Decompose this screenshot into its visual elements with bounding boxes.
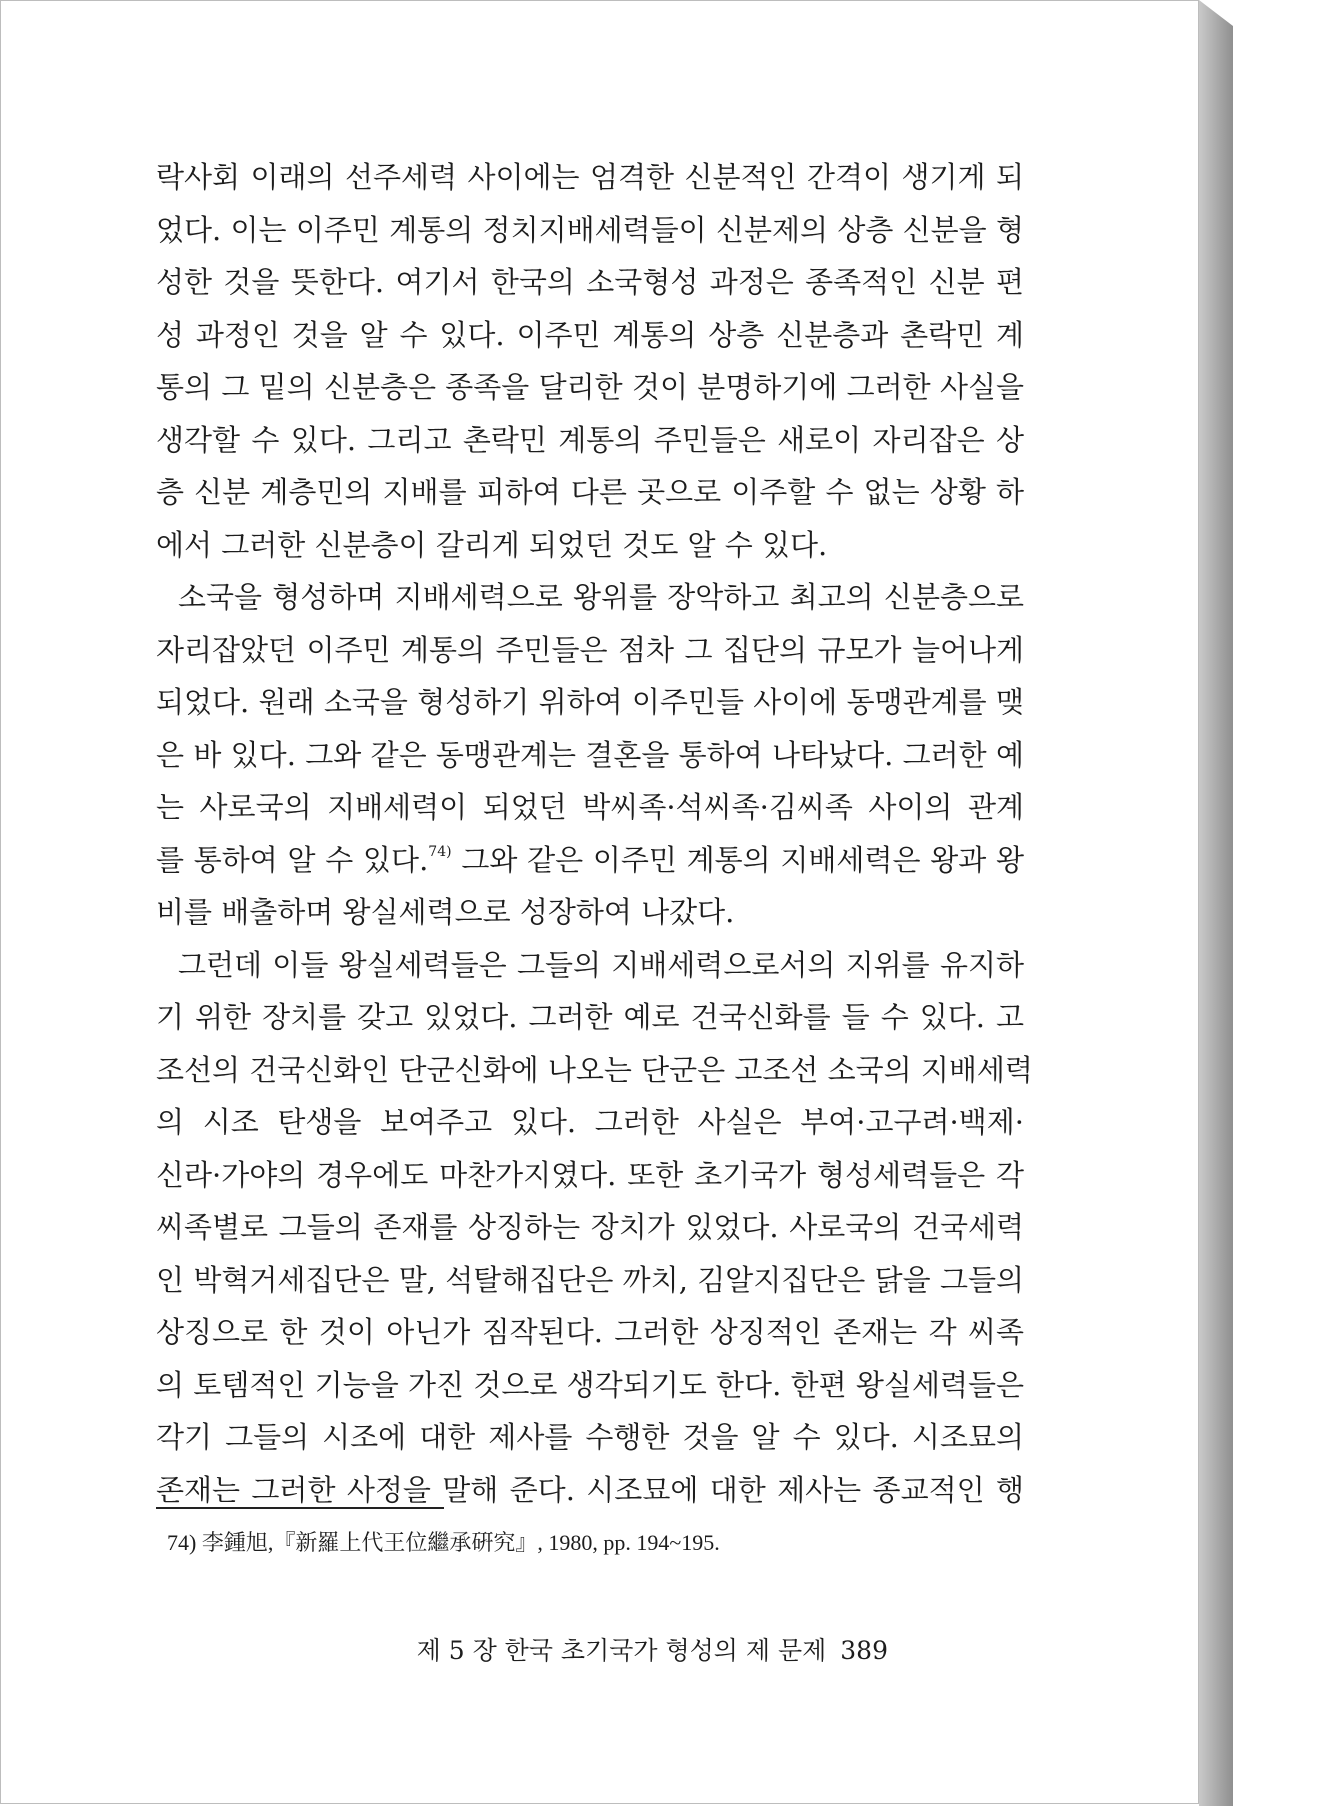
- text-line: 비를 배출하며 왕실세력으로 성장하여 나갔다.: [156, 895, 735, 929]
- chapter-title: 제 5 장 한국 초기국가 형성의 제 문제: [416, 1636, 827, 1665]
- text-line: 층 신분 계층민의 지배를 피하여 다른 곳으로 이주할 수 없는 상황 하: [156, 475, 1024, 509]
- text-line: 성 과정인 것을 알 수 있다. 이주민 계통의 상층 신분층과 촌락민 계: [156, 317, 1024, 352]
- text-line: 신라·가야의 경우에도 마찬가지였다. 또한 초기국가 형성세력들은 각: [156, 1157, 1024, 1192]
- text-line-with-footnote: [156, 834, 1024, 887]
- text-line: 에서 그러한 신분층이 갈리게 되었던 것도 알 수 있다.: [156, 527, 828, 562]
- text-line: 각기 그들의 시조에 대한 제사를 수행한 것을 알 수 있다. 시조묘의: [156, 1420, 1024, 1454]
- text-line: 는 사로국의 지배세력이 되었던 박씨족·석씨족·김씨족 사이의 관계: [156, 790, 1024, 824]
- text-line: 되었다. 원래 소국을 형성하기 위하여 이주민들 사이에 동맹관계를 맺: [156, 685, 1024, 719]
- text-line: 조선의 건국신화인 단군신화에 나오는 단군은 고조선 소국의 지배세력: [156, 1052, 1033, 1087]
- text-line: 인 박혁거세집단은 말, 석탈해집단은 까치, 김알지집단은 닭을 그들의: [156, 1262, 1024, 1297]
- paragraph-1: [156, 151, 1024, 571]
- text-line: 락사회 이래의 선주세력 사이에는 엄격한 신분적인 간격이 생기게 되: [156, 160, 1024, 194]
- paragraph-2: [156, 571, 1024, 939]
- page-number: 389: [840, 1636, 888, 1665]
- footnote-text: 74) 李鍾旭,『新羅上代王位繼承硏究』, 1980, pp. 194~195.: [167, 1530, 720, 1555]
- text-line: 었다. 이는 이주민 계통의 정치지배세력들이 신분제의 상층 신분을 형: [156, 212, 1024, 247]
- body-text: [156, 151, 1033, 1516]
- footnote-divider: [156, 1507, 444, 1509]
- paragraph-3: [156, 939, 1033, 1517]
- text-line: 의 시조 탄생을 보여주고 있다. 그러한 사실은 부여·고구려·백제·: [156, 1105, 1024, 1139]
- text-line: 생각할 수 있다. 그리고 촌락민 계통의 주민들은 새로이 자리잡은 상: [156, 422, 1024, 457]
- text-line: 씨족별로 그들의 존재를 상징하는 장치가 있었다. 사로국의 건국세력: [156, 1210, 1024, 1244]
- running-footer: [417, 1631, 888, 1667]
- text-line: 그런데 이들 왕실세력들은 그들의 지배세력으로서의 지위를 유지하: [178, 947, 1024, 982]
- text-line: 자리잡았던 이주민 계통의 주민들은 점차 그 집단의 규모가 늘어나게: [156, 632, 1024, 667]
- text-line: 의 토템적인 기능을 가진 것으로 생각되기도 한다. 한편 왕실세력들은: [156, 1367, 1024, 1402]
- book-spine-edge: [1199, 0, 1233, 1806]
- footnote-marker[interactable]: 74): [428, 843, 452, 860]
- text-span: 를 통하여 알 수 있다.: [156, 842, 429, 877]
- text-line: 은 바 있다. 그와 같은 동맹관계는 결혼을 통하여 나타났다. 그러한 예: [156, 737, 1024, 772]
- text-line: 존재는 그러한 사정을 말해 준다. 시조묘에 대한 제사는 종교적인 행: [156, 1472, 1024, 1507]
- text-line: 통의 그 밑의 신분층은 종족을 달리한 것이 분명하기에 그러한 사실을: [156, 370, 1024, 404]
- text-line: 상징으로 한 것이 아닌가 짐작된다. 그러한 상징적인 존재는 각 씨족: [156, 1315, 1024, 1349]
- text-line: 성한 것을 뜻한다. 여기서 한국의 소국형성 과정은 종족적인 신분 편: [156, 265, 1024, 299]
- text-span: 그와 같은 이주민 계통의 지배세력은 왕과 왕: [451, 842, 1024, 877]
- text-line: 기 위한 장치를 갖고 있었다. 그러한 예로 건국신화를 들 수 있다. 고: [156, 1000, 1024, 1034]
- text-line: 소국을 형성하며 지배세력으로 왕위를 장악하고 최고의 신분층으로: [178, 580, 1024, 614]
